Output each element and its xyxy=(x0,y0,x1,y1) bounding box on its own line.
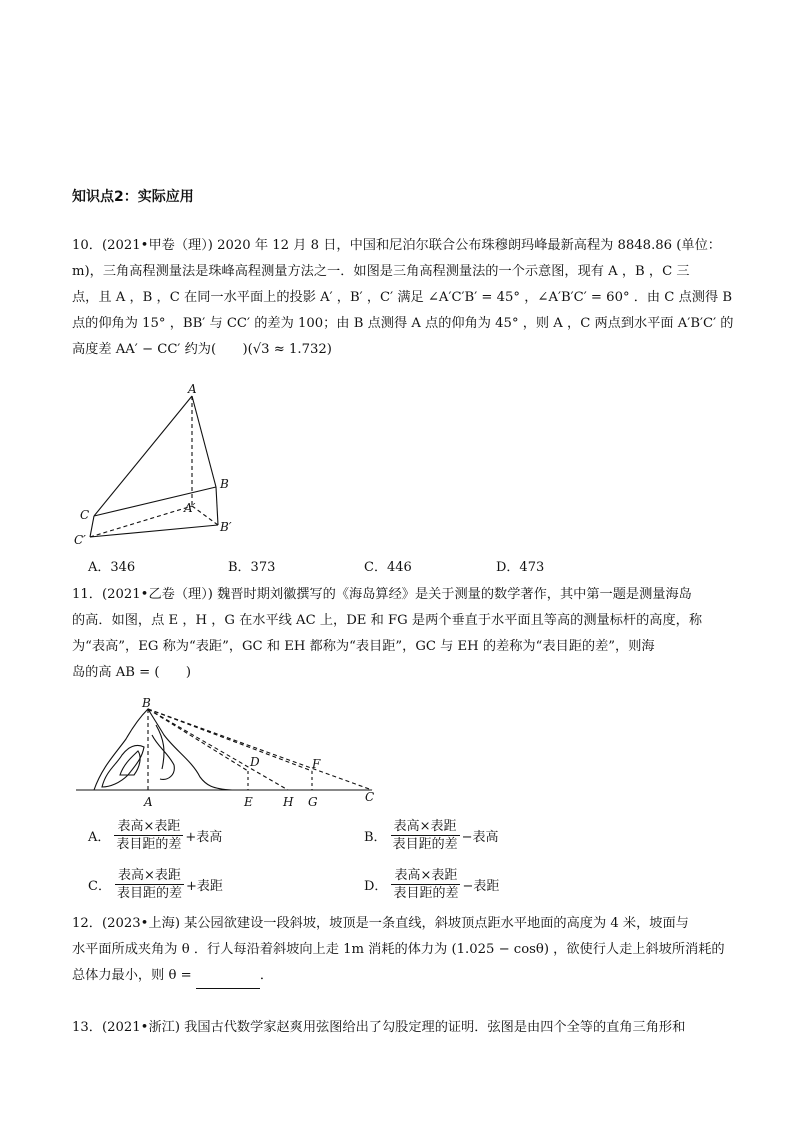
label-C: C xyxy=(365,790,375,804)
q11-option-d[interactable] xyxy=(364,867,499,902)
label-F: F xyxy=(312,757,321,771)
label-G: G xyxy=(308,795,318,809)
fraction-denominator: 表目距的差 xyxy=(392,837,458,852)
label-B: B xyxy=(220,477,229,491)
q10-line: 10．(2021•甲卷（理）) 2020 年 12 月 8 日，中国和尼泊尔联合公布珠穆朗玛峰最新高程为 8848.86 (单位： xyxy=(72,238,721,253)
edge-AB xyxy=(192,396,216,487)
q10-figure xyxy=(72,380,242,550)
label-H: H xyxy=(283,795,294,809)
question-12-text xyxy=(72,911,727,989)
q12-line-last xyxy=(72,963,727,989)
q10-line: 高度差 AA′ − CC′ 约为( )(√3 ≈ 1.732) xyxy=(72,342,332,357)
fraction-numerator: 表高×表距 xyxy=(391,818,460,836)
question-11-text xyxy=(72,582,727,686)
q10-option-b[interactable]: B．373 xyxy=(228,560,276,575)
question-13-text xyxy=(72,1015,727,1041)
edge-A1B1 xyxy=(192,506,218,525)
fraction xyxy=(114,818,183,853)
fraction-denominator: 表目距的差 xyxy=(116,837,182,852)
fraction xyxy=(391,818,460,853)
edge-CC1 xyxy=(90,516,94,537)
q10-option-d[interactable]: D．473 xyxy=(496,560,545,575)
q11-line: 岛的高 AB = ( ) xyxy=(72,665,192,680)
q11-option-c[interactable] xyxy=(88,867,223,902)
label-C-prime: C′ xyxy=(74,533,86,547)
label-A: A xyxy=(188,382,197,396)
q11-line: 11．(2021•乙卷（理）) 魏晋时期刘徽撰写的《海岛算经》是关于测量的数学著作，其中第一题是测量海岛 xyxy=(72,587,692,602)
q11-option-a[interactable] xyxy=(88,818,222,853)
option-tail: +表距 xyxy=(185,879,223,894)
option-label: B． xyxy=(364,830,387,845)
q11-line: 的高．如图，点 E ，H ，G 在水平线 AC 上，DE 和 FG 是两个垂直于水平面且等高的测量标杆的高度，称 xyxy=(72,613,703,628)
question-10-text xyxy=(72,233,734,363)
option-tail: +表高 xyxy=(185,830,223,845)
answer-blank[interactable] xyxy=(196,974,260,989)
label-E: E xyxy=(244,795,253,809)
q10-option-a[interactable]: A．346 xyxy=(88,560,136,575)
edge-AC xyxy=(94,396,192,516)
q11-figure xyxy=(72,695,392,810)
option-label: C． xyxy=(88,879,111,894)
edge-CB xyxy=(94,487,216,516)
q12-tail: ． xyxy=(259,968,274,983)
fraction-denominator: 表目距的差 xyxy=(393,886,459,901)
q11-option-b[interactable] xyxy=(364,818,498,853)
option-label: D． xyxy=(364,879,388,894)
q12-line: 总体力最小，则 θ = xyxy=(72,968,196,983)
fraction-numerator: 表高×表距 xyxy=(114,818,183,836)
fraction-numerator: 表高×表距 xyxy=(391,867,460,885)
option-label: A． xyxy=(88,830,111,845)
label-A: A xyxy=(144,795,153,809)
label-B-prime: B′ xyxy=(220,520,232,534)
fraction-denominator: 表目距的差 xyxy=(116,886,182,901)
q10-line: 点，且 A ，B ，C 在同一水平面上的投影 A′ ，B′ ，C′ 满足 ∠A′C′B′ = 45° ，∠A′B′C′ = 60° ．由 C 点测得 B xyxy=(72,290,733,305)
section-heading: 知识点2：实际应用 xyxy=(72,189,194,205)
option-tail: −表高 xyxy=(461,830,499,845)
q13-line: 13．(2021•浙江) 我国古代数学家赵爽用弦图给出了勾股定理的证明．弦图是由四个全等的直角三角形和 xyxy=(72,1020,686,1035)
edge-C1B1 xyxy=(90,525,218,537)
q11-line: 为“表高”，EG 称为“表距”，GC 和 EH 都称为“表目距”，GC 与 EH 的差称为“表目距的差”，则海 xyxy=(72,639,655,654)
label-C: C xyxy=(80,508,90,522)
label-B: B xyxy=(142,696,151,710)
q10-line: m)，三角高程测量法是珠峰高程测量方法之一．如图是三角高程测量法的一个示意图，现有 A ，B ，C 三 xyxy=(72,264,690,279)
q10-option-c[interactable]: C．446 xyxy=(364,560,412,575)
q12-line: 12．(2023•上海) 某公园欲建设一段斜坡，坡顶是一条直线，斜坡顶点距水平地面的高度为 4 米，坡面与 xyxy=(72,916,689,931)
option-tail: −表距 xyxy=(462,879,500,894)
fraction xyxy=(391,867,460,902)
q12-line: 水平面所成夹角为 θ ．行人每沿着斜坡向上走 1m 消耗的体力为 (1.025 − cosθ) ，欲使行人走上斜坡所消耗的 xyxy=(72,942,725,957)
fraction xyxy=(115,867,184,902)
edge-BB1 xyxy=(216,487,218,525)
fraction-numerator: 表高×表距 xyxy=(115,867,184,885)
label-A-prime: A′ xyxy=(184,501,196,515)
q10-line: 点的仰角为 15° ，BB′ 与 CC′ 的差为 100；由 B 点测得 A 点的仰角为 45° ，则 A ，C 两点到水平面 A′B′C′ 的 xyxy=(72,316,734,331)
label-D: D xyxy=(250,755,260,769)
